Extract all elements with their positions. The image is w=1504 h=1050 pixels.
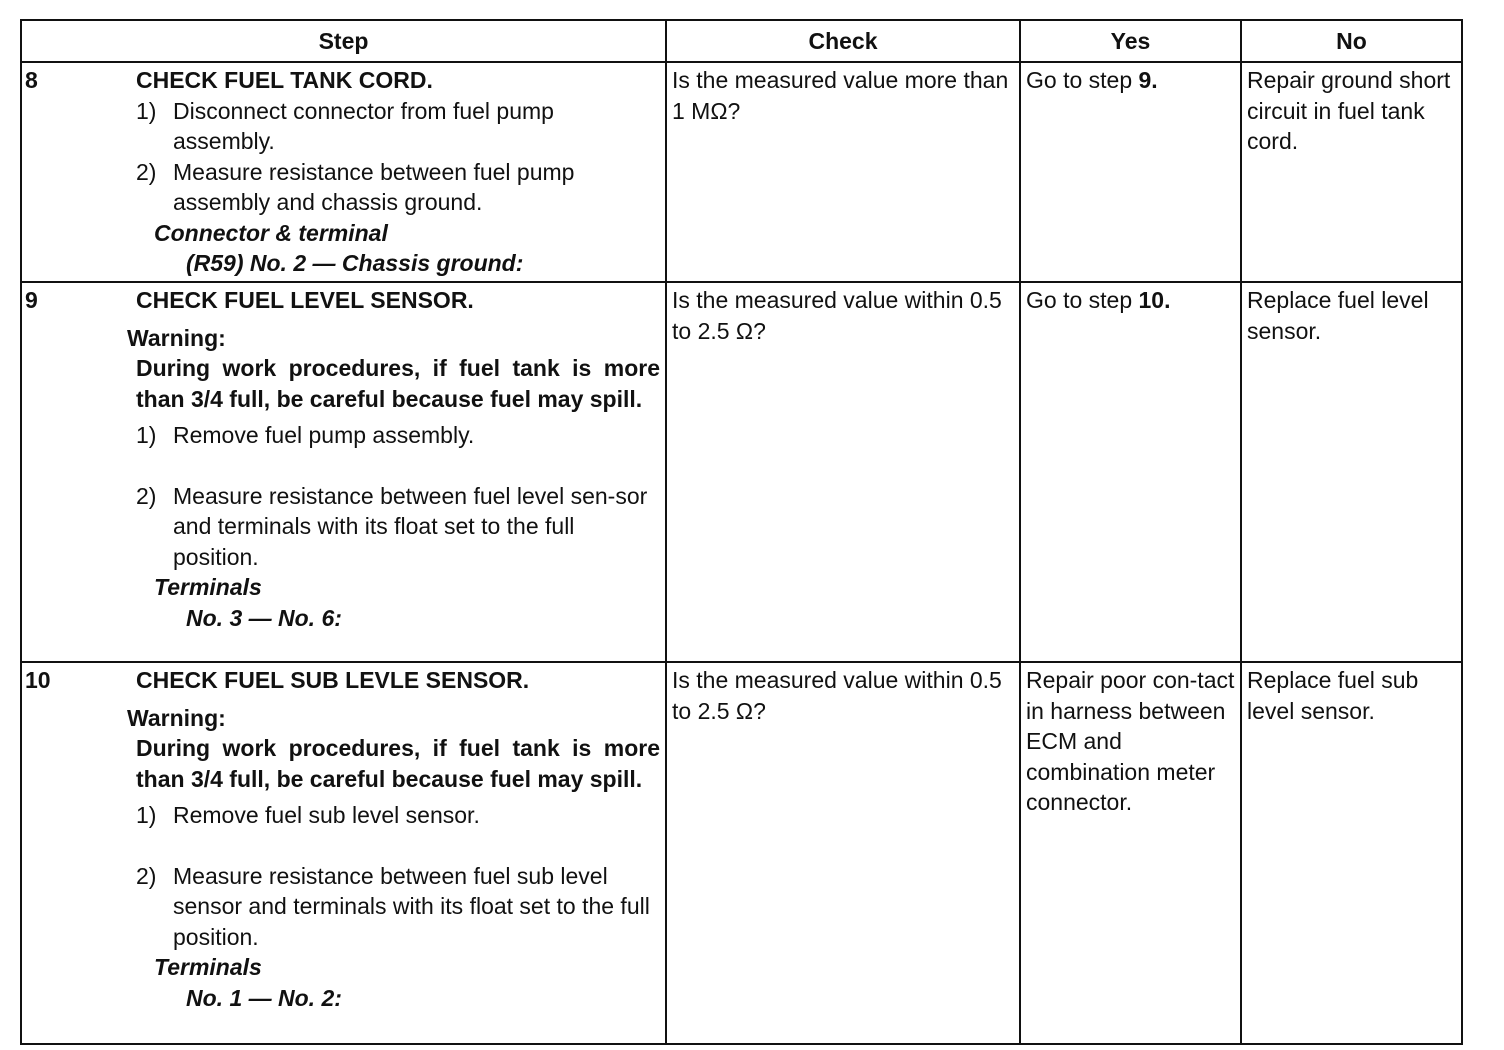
step-number: 10 <box>25 667 51 693</box>
check-cell <box>666 62 1020 282</box>
yes-text <box>1021 283 1240 316</box>
yes-cell <box>1020 62 1241 282</box>
check-text: Is the measured value more than 1 MΩ? <box>672 67 1009 124</box>
check-cell <box>666 282 1020 662</box>
no-text: Replace fuel sub level sensor. <box>1247 667 1419 724</box>
step-cell <box>21 62 666 282</box>
header-no: No <box>1241 20 1462 62</box>
substep <box>136 157 660 218</box>
substep-text: Remove fuel sub level sensor. <box>173 802 480 828</box>
terminal-label: Terminals <box>154 574 262 600</box>
substep <box>136 420 660 451</box>
no-cell <box>1241 62 1462 282</box>
yes-prefix: Go to step <box>1026 67 1139 93</box>
check-text: Is the measured value within 0.5 to 2.5 Ω? <box>672 667 1002 724</box>
substep <box>136 481 660 573</box>
step-cell <box>21 282 666 662</box>
table-row <box>21 62 1462 282</box>
header-yes: Yes <box>1020 20 1241 62</box>
table-row <box>21 662 1462 1044</box>
yes-step-ref: 10. <box>1138 287 1171 313</box>
no-text: Repair ground short circuit in fuel tank cord. <box>1247 67 1451 154</box>
terminal-label: Connector & terminal <box>154 219 388 246</box>
step-cell <box>21 662 666 1044</box>
substep <box>136 861 660 953</box>
substep-text: Disconnect connector from fuel pump assembly. <box>173 97 554 154</box>
diagnostic-page <box>20 19 1463 1043</box>
substep-number: 1) <box>136 802 157 828</box>
warning-text: During work procedures, if fuel tank is more than 3/4 full, be careful because fuel may spill. <box>136 735 660 792</box>
yes-prefix: Go to step <box>1026 287 1139 313</box>
no-cell <box>1241 662 1462 1044</box>
substep-text: Remove fuel pump assembly. <box>173 422 475 448</box>
step-number: 9 <box>25 287 38 313</box>
substep-number: 2) <box>136 158 157 185</box>
substep-text: Measure resistance between fuel level sen-sor and terminals with its float set to the full position. <box>173 482 648 570</box>
header-step: Step <box>21 20 666 62</box>
warning-label: Warning: <box>127 704 226 731</box>
header-row <box>21 20 1462 62</box>
substep-number: 1) <box>136 97 157 124</box>
header-check: Check <box>666 20 1020 62</box>
warning-label: Warning: <box>127 324 226 351</box>
diagnostic-table <box>20 19 1463 1045</box>
step-title: CHECK FUEL TANK CORD. <box>136 67 433 93</box>
yes-cell <box>1020 662 1241 1044</box>
substep-text: Measure resistance between fuel sub level sensor and terminals with its float set to the full position. <box>173 862 650 950</box>
step-title: CHECK FUEL LEVEL SENSOR. <box>136 287 474 313</box>
terminal-value: No. 3 — No. 6: <box>186 604 342 631</box>
substep-number: 2) <box>136 862 157 889</box>
check-text: Is the measured value within 0.5 to 2.5 Ω? <box>672 287 1002 344</box>
warning-text: During work procedures, if fuel tank is more than 3/4 full, be careful because fuel may spill. <box>136 355 660 412</box>
substep <box>136 96 660 157</box>
yes-text <box>1021 63 1240 96</box>
check-cell <box>666 662 1020 1044</box>
substep-text: Measure resistance between fuel pump assembly and chassis ground. <box>173 158 575 215</box>
no-cell <box>1241 282 1462 662</box>
yes-text: Repair poor con-tact in harness between ECM and combination meter connector. <box>1026 667 1235 815</box>
terminal-value: (R59) No. 2 — Chassis ground: <box>186 250 524 276</box>
terminal-value: No. 1 — No. 2: <box>186 984 342 1011</box>
yes-cell <box>1020 282 1241 662</box>
substep-number: 2) <box>136 482 157 509</box>
terminal-label: Terminals <box>154 954 262 980</box>
yes-step-ref: 9. <box>1138 67 1158 93</box>
substep <box>136 800 660 831</box>
substep-number: 1) <box>136 422 157 448</box>
table-row <box>21 282 1462 662</box>
no-text: Replace fuel level sensor. <box>1247 287 1429 344</box>
step-number: 8 <box>25 67 38 93</box>
step-title: CHECK FUEL SUB LEVLE SENSOR. <box>136 667 530 693</box>
